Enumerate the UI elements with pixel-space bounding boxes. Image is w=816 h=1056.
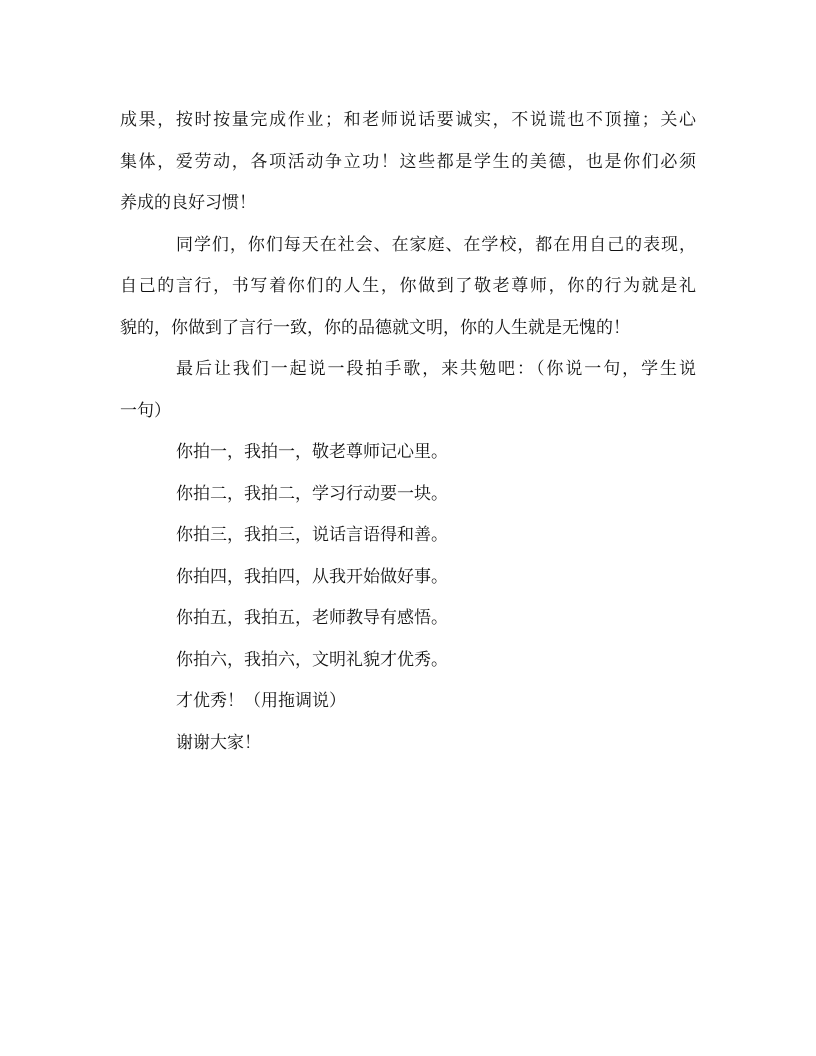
song-line: 你拍一，我拍一，敬老尊师记心里。: [176, 442, 448, 462]
song-line: 你拍二，我拍二，学习行动要一块。: [176, 483, 448, 504]
text-line: 貌的，你做到了言行一致，你的品德就文明，你的人生就是无愧的！: [120, 317, 630, 338]
text-line: 一句）: [120, 400, 171, 421]
text-line: 同学们，你们每天在社会、在家庭、在学校，都在用自己的表现，: [176, 234, 696, 255]
song-line: 你拍三，我拍三，说话言语得和善。: [176, 525, 448, 545]
text-line: 最后让我们一起说一段拍手歌，来共勉吧：（你说一句，学生说: [176, 359, 696, 379]
text-line: 才优秀！（用拖调说）: [176, 691, 346, 711]
closing-line: 谢谢大家！: [176, 732, 261, 753]
text-line: 自己的言行，书写着你们的人生，你做到了敬老尊师，你的行为就是礼: [120, 276, 696, 296]
song-line: 你拍四，我拍四，从我开始做好事。: [176, 566, 448, 587]
song-line: 你拍五，我拍五，老师教导有感悟。: [176, 608, 448, 628]
text-line: 集体，爱劳动，各项活动争立功！这些都是学生的美德，也是你们必须: [120, 151, 696, 172]
text-line: 养成的良好习惯！: [120, 193, 256, 213]
document-body: [120, 100, 696, 764]
text-line: 成果，按时按量完成作业；和老师说话要诚实，不说谎也不顶撞；关心: [120, 110, 696, 130]
song-line: 你拍六，我拍六，文明礼貌才优秀。: [176, 649, 448, 670]
